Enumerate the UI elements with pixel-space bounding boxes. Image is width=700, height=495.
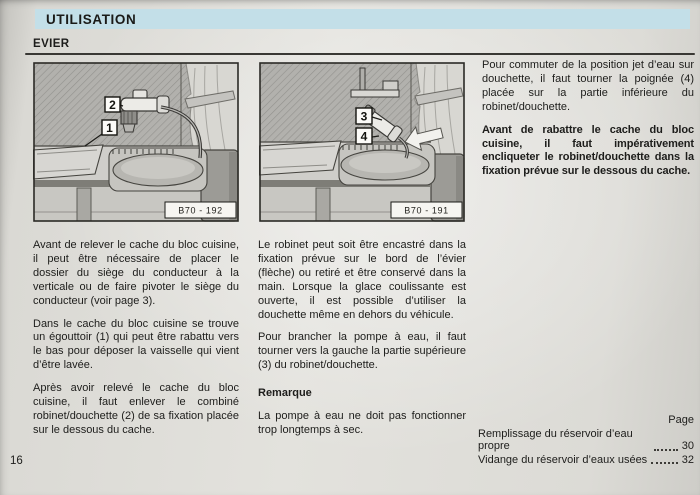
note-paragraph: La pompe à eau ne doit pas fonctionner trop longtemps à sec.	[258, 410, 466, 436]
dot-leader	[651, 462, 678, 464]
column-left	[33, 239, 239, 447]
section-divider-rule	[25, 53, 695, 55]
paragraph-brancher-pompe: Pour brancher la pompe à eau, il faut tourner vers la gauche la partie supérieure (3) du robinet/douchette.	[258, 331, 466, 372]
cabinet-leg	[316, 188, 330, 221]
cross-reference-index	[478, 414, 694, 467]
page-number: 16	[10, 455, 23, 467]
index-entry-page: 32	[681, 453, 694, 466]
sink-basin-inner	[349, 153, 421, 173]
paragraph-enlever-combine: Après avoir relevé le cache du bloc cuisine, il faut enlever le combiné robinet/douchette (2) de sa fixation placée sur le dessous du cache.	[33, 382, 239, 436]
figure-id-label: B70 - 192	[178, 205, 223, 216]
callout-2-label: 2	[109, 98, 116, 112]
index-entry-remplissage	[478, 428, 694, 453]
chapter-title: UTILISATION	[46, 11, 137, 27]
paragraph-egouttoir: Dans le cache du bloc cuisine se trouve un égouttoir (1) qui peut être rabattu vers le bas pour déposer la vaisselle qui vient d’être lavée.	[33, 317, 239, 372]
paragraph-relever-cache: Avant de relever le cache du bloc cuisine, il peut être nécessaire de placer le dossier du siège du conducteur à la verticale ou de faire pivoter le siège du conducteur (voir page 3).	[33, 239, 239, 307]
index-entry-label: Vidange du réservoir d’eaux usées	[478, 453, 648, 466]
chapter-header-bar	[35, 9, 690, 29]
column-right	[482, 59, 694, 188]
section-title: EVIER	[33, 38, 70, 50]
sink-basin-inner	[121, 157, 195, 179]
cabinet-leg	[77, 188, 91, 221]
index-entry-page: 30	[681, 440, 694, 452]
callout-1-label: 1	[106, 121, 113, 135]
figure-id-label: B70 - 191	[404, 205, 449, 216]
column-middle	[258, 239, 466, 447]
note-heading: Remarque	[258, 387, 312, 400]
paragraph-robinet-encastre: Le robinet peut soit être encastré dans la fixation prévue sur le bord de l’évier (flèche) ou retiré et être conservé dans la main. Lorsque la glace coulissante est ouverte, il est possible d’utiliser la douchette même en dehors du véhicule.	[258, 239, 466, 321]
paragraph-commute-jet: Pour commuter de la position jet d’eau sur douchette, il faut tourner la poignée (4) placée sur la partie inférieure du robinet/douchette.	[482, 59, 694, 113]
index-entry-label: Remplissage du réservoir d’eau propre	[478, 427, 633, 452]
callout-3-label: 3	[360, 109, 368, 124]
figure-sink-faucet-raised	[33, 62, 239, 222]
index-page-header: Page	[668, 414, 694, 426]
index-entry-vidange	[478, 454, 694, 467]
paragraph-warning-rabattre: Avant de rabattre le cache du bloc cuisine, il faut impérativement encliqueter le robinet/douchette dans la fixation prévue sur le dessous du cache.	[482, 123, 694, 178]
dot-leader	[654, 449, 678, 451]
figure-sink-faucet-stowed	[259, 62, 465, 222]
callout-4-label: 4	[360, 129, 368, 144]
